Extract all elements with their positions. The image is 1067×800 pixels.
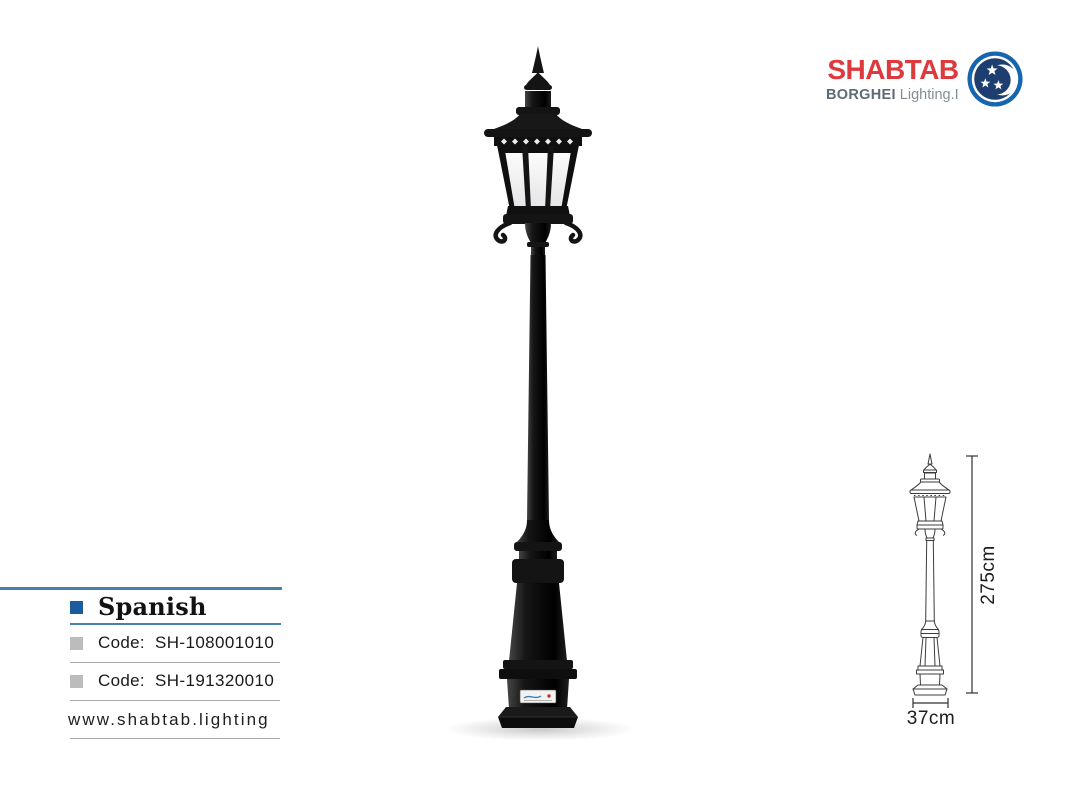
code-label: Code:	[98, 671, 145, 690]
code-label: Code:	[98, 633, 145, 652]
height-dimension-label: 275cm	[978, 545, 999, 605]
width-dimension-label: 37cm	[906, 708, 956, 729]
blue-square-bullet-icon	[70, 601, 83, 614]
brand-tagline-light: Lighting.I	[899, 86, 959, 103]
brand-name: SHABTAB	[827, 54, 959, 86]
code-value: SH-108001010	[155, 633, 275, 652]
height-dimension-line	[966, 456, 978, 693]
product-code-row-2	[0, 663, 282, 700]
brand-header	[826, 50, 1024, 108]
brand-text-block	[826, 55, 959, 102]
crescent-icon	[981, 65, 1017, 96]
product-title: Spanish	[98, 592, 207, 621]
lamp-pole	[527, 255, 549, 520]
gray-square-bullet-icon	[70, 675, 83, 688]
width-dimension-line	[913, 698, 948, 708]
code-value: SH-191320010	[155, 671, 275, 690]
product-title-row	[0, 590, 282, 623]
brand-tagline	[826, 87, 959, 103]
website-link[interactable]: www.shabtab.lighting	[68, 710, 270, 729]
lamp-product-photo	[440, 28, 640, 748]
moon-stars-logo-icon	[966, 50, 1024, 108]
product-code-row-1	[0, 625, 282, 662]
product-info-panel	[0, 587, 282, 739]
gray-square-bullet-icon	[70, 637, 83, 650]
base-label-sticker	[520, 690, 556, 703]
brand-tagline-bold: BORGHEI	[826, 86, 896, 103]
divider-line	[70, 738, 280, 739]
lantern-head	[484, 46, 592, 256]
lamp-base	[498, 520, 578, 728]
